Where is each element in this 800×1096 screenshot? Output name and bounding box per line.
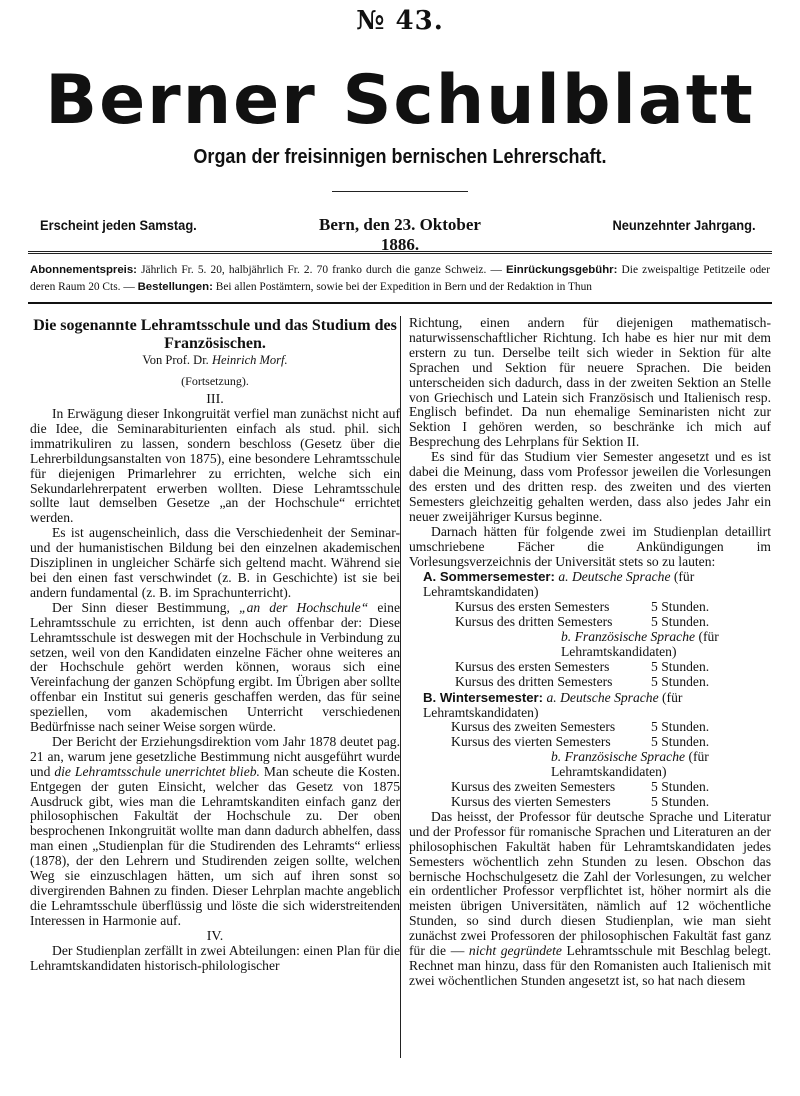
- subject-note: (für Lehramtskandidaten): [423, 689, 683, 720]
- column-divider: [400, 316, 401, 1058]
- publication-date: Bern, den 23. Oktober 1886.: [319, 215, 481, 254]
- emphasis: „an der Hochschule“: [239, 599, 369, 615]
- course-hours: 5 Stunden.: [651, 794, 710, 809]
- summer-semester-label: A. Sommersemester:: [423, 569, 555, 585]
- masthead-subtitle: Organ der freisinnigen bernischen Lehrerschaft.: [193, 146, 607, 168]
- subscription-notice: [30, 262, 770, 296]
- subject-note: (für Lehramtskandidaten): [423, 569, 695, 600]
- course-name: Kursus des zweiten Semesters: [451, 779, 616, 795]
- paragraph: [30, 601, 400, 735]
- text-run: Man scheute die Kosten. Entgegen der guten Einsicht, welcher das Gesetz von 1875 Ausdruck gibt, wies man die Lehramtskanditen einfach ganz der philosophischen Fakultät der Hochschule zu. Der oben besprochenen Inkongruität wollte man dann dadurch abhelfen, dass man einen „Studienplan für die Studirenden des Lehramts“ erliess (1878), der den Lehrern und Studirenden zeigen sollte, welchen Weg sie einzuschlagen hätten, um sich auf ihren sonst so divergirenden Bahnen zu finden. Dieser Lehrplan machte angeblich die Lehramtsschule überflüssig und löste die sich widerstreitenden Interessen in Harmonie auf.: [30, 763, 400, 928]
- paragraph: Richtung, einen andern für diejenigen mathematisch-naturwissenschaftlicher Richtung. Ich habe es hier nur mit dem erstern zu tun. Derselbe teilt sich wieder in Sektion für alte Sprachen und Sektion für neuere Sprachen. Die beiden unterscheiden sich dadurch, dass in der zweiten Sektion an Stelle von Griechisch und Latein sich Französisch und Italienisch resp. Englisch befindet. Da nun ehemalige Seminaristen nicht zur Sektion I gehören werden, so beschränke ich mich auf Besprechung des Lehrplans für Sektion II.: [409, 315, 771, 450]
- article-title: Die sogenannte Lehramtsschule und das Studium des Französischen.: [33, 317, 397, 352]
- course-hours: 5 Stunden.: [651, 779, 710, 795]
- winter-french-heading: [423, 750, 771, 780]
- item-mark: b.: [561, 629, 572, 645]
- winter-german-heading: [423, 690, 771, 721]
- section-heading-3: III.: [206, 392, 224, 407]
- subject-name: Deutsche Sprache: [560, 689, 659, 705]
- publication-frequency: Erscheint jeden Samstag.: [40, 217, 197, 233]
- paragraph: Es ist augenscheinlich, dass die Verschiedenheit der Seminar- und der humanistischen Bildung bei den einzelnen akademischen Disziplinen in ungleicher Schärfe sich geltend macht. Während sie bei den einen fast verschwindet (z. B. in Geschichte) ist sie bei andern fundamental (z. B. im Sprachunterricht).: [30, 525, 400, 600]
- insertion-fee-text: Die zweispaltige Petitzeile oder deren Raum 20 Cts. —: [30, 264, 770, 293]
- continuation-note: (Fortsetzung).: [181, 374, 249, 388]
- paragraph: Darnach hätten für folgende zwei im Studienplan detaillirt umschriebene Fächer die Ankündigungen im Vorlesungsverzeichnis der Universität stets so zu lauten:: [409, 523, 771, 569]
- subject-note: (für Lehramtskandidaten): [561, 629, 719, 659]
- course-name: Kursus des ersten Semesters: [455, 599, 610, 615]
- double-rule-top: [28, 251, 772, 254]
- paragraph: In Erwägung dieser Inkongruität verfiel man zunächst nicht auf die Idee, die Seminarabiturienten einfach als stud. phil. sich immatrikuliren zu lassen, sondern beschloss (Gesetz über die Lehrerbildungsanstalten von 1875), eine besondere Lehramtsschule für diejenigen Primarlehrer zu errichten, welche sich ein Sekundarlehrerpatent erwerben wollten. Diese Lehramtsschule sollte laut demselben Gesetze „an der Hochschule“ errichtet werden.: [30, 406, 400, 526]
- masthead-title: Berner Schulblatt: [45, 61, 755, 140]
- paragraph: Der Studienplan zerfällt in zwei Abteilungen: einen Plan für die Lehramtskandidaten historisch-philologischer: [30, 942, 400, 973]
- schedule-winter: [409, 690, 771, 810]
- course-row: [423, 780, 771, 795]
- course-hours: 5 Stunden.: [651, 734, 710, 750]
- course-name: Kursus des ersten Semesters: [455, 658, 610, 674]
- course-name: Kursus des dritten Semesters: [455, 614, 613, 630]
- course-name: Kursus des dritten Semesters: [455, 673, 613, 689]
- text-run: eine Lehramtsschule zu errichten, ist denn auch offenbar der: Diese Lehramtsschule ist deswegen mit der Hochschule in Verbindung zu setzen, weil von den Kandidaten einzelne Fächer ohne weiteres an der Hochschule gehört werden können, woraus sich eine Vereinfachung der ganzen Schöpfung ergibt. Im Übrigen aber sollte offenbar ein Institut sui generis geschaffen werden, das für seine speziellen, vom akademischen Unterricht verschiedenen Bedürfnisse nach seiner Weise sorgen würde.: [30, 599, 400, 735]
- text-run: Der Bericht der Erziehungsdirektion vom Jahr 1878 deutet pag. 21 an, warum jene gesetzliche Bestimmung nicht ausgeführt wurde und: [30, 733, 400, 779]
- text-run: Das heisst, der Professor für deutsche Sprache und Literatur und der Professor für romanische Sprachen und Literaturen an der philosophischen Fakultät haben für Lehramtskandidaten jedes Semesters wöchentlich zehn Stunden zu lesen. Obschon das bernische Hochschulgesetz die Zahl der Vorlesungen, zu welcher ein ordentlicher Professor verpflichtet ist, höher normirt als die meisten übrigen Universitäten, nämlich auf 12 wöchentliche Stunden, so sind durch diesen Studienplan, wie man sieht zunächst zwei Professoren der philosophischen Fakultät fast ganz für die —: [409, 808, 771, 959]
- right-column: [409, 316, 771, 989]
- course-name: Kursus des vierten Semesters: [451, 794, 611, 809]
- paragraph: Es sind für das Studium vier Semester angesetzt und es ist dabei die Meinung, dass vom Professor jeweilen die Vorlesungen des ersten und des dritten resp. des zweiten und des vierten Semesters gleichzeitig gehalten werden, dass also jedes Jahr ein neuer zweijähriger Kursus beginne.: [409, 449, 771, 524]
- subject-name: Französische Sprache: [564, 749, 686, 765]
- emphasis: nicht gegründete: [468, 943, 562, 959]
- winter-semester-label: B. Wintersemester:: [423, 689, 544, 705]
- item-mark: a.: [558, 569, 569, 585]
- text-run: Lehramtsschule mit Beschlag belegt. Rechnet man hinzu, dass für den Romanisten auch Italienisch mit zwei wöchentlichen Stunden angesetzt ist, so hat nach diesem: [409, 943, 772, 988]
- subscription-price-label: Abonnementspreis:: [30, 264, 137, 276]
- course-hours: 5 Stunden.: [651, 658, 710, 674]
- course-row: [423, 720, 771, 735]
- schedule-summer: [409, 569, 771, 689]
- paragraph: [409, 810, 771, 989]
- course-hours: 5 Stunden.: [651, 719, 710, 735]
- course-row: [423, 795, 771, 810]
- subject-name: Französische Sprache: [574, 629, 696, 645]
- course-row: [423, 660, 771, 675]
- course-row: [423, 600, 771, 615]
- item-mark: b.: [551, 749, 562, 765]
- article-author: Heinrich Morf.: [211, 353, 288, 367]
- course-hours: 5 Stunden.: [651, 673, 710, 689]
- emphasis: die Lehramtsschule unerrichtet blieb.: [54, 763, 260, 779]
- orders-label: Bestellungen:: [137, 281, 213, 293]
- summer-french-heading: [423, 630, 771, 660]
- subject-note: (für Lehramtskandidaten): [551, 749, 709, 780]
- paragraph: [30, 735, 400, 929]
- masthead-divider: [332, 191, 468, 192]
- course-name: Kursus des zweiten Semesters: [451, 719, 616, 735]
- course-row: [423, 675, 771, 690]
- item-mark: a.: [546, 689, 557, 705]
- course-row: [423, 615, 771, 630]
- course-row: [423, 735, 771, 750]
- course-name: Kursus des vierten Semesters: [451, 734, 611, 750]
- column-top-rule: [28, 302, 772, 304]
- orders-text: Bei allen Postämtern, sowie bei der Expedition in Bern und der Redaktion in Thun: [212, 281, 592, 293]
- byline-prefix: Von Prof. Dr.: [142, 353, 212, 367]
- insertion-fee-label: Einrückungsgebühr:: [506, 264, 618, 276]
- course-hours: 5 Stunden.: [651, 614, 710, 630]
- text-run: Der Sinn dieser Bestimmung,: [52, 599, 240, 615]
- article-byline: [30, 353, 400, 367]
- subject-name: Deutsche Sprache: [571, 569, 671, 585]
- publication-line: [40, 215, 756, 254]
- summer-german-heading: [423, 569, 771, 600]
- section-heading-4: IV.: [206, 928, 224, 944]
- course-hours: 5 Stunden.: [651, 599, 710, 615]
- subscription-price-text: Jährlich Fr. 5. 20, halbjährlich Fr. 2. 70 franko durch die ganze Schweiz. —: [136, 264, 507, 276]
- publication-volume: Neunzehnter Jahrgang.: [612, 217, 756, 233]
- issue-number: № 43.: [356, 6, 444, 36]
- left-column: [30, 316, 400, 974]
